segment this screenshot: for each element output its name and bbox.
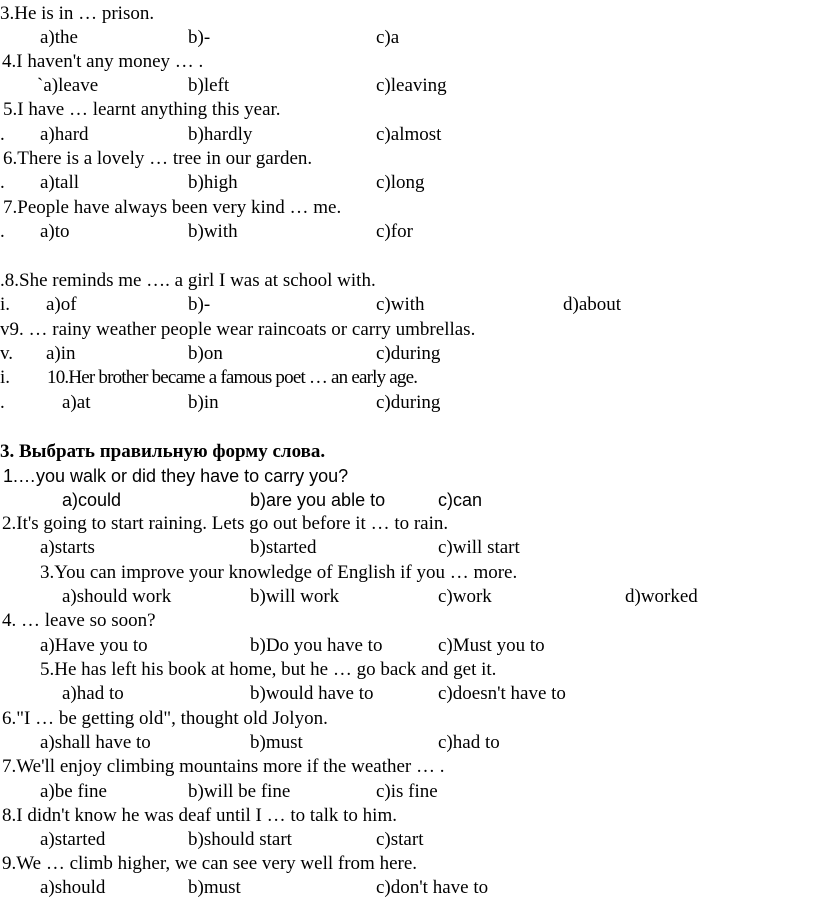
option-a: a)of [46,294,77,315]
option-a: a)had to [62,683,124,704]
question-2: 2.It's going to start raining. Lets go out before it … to rain. [2,513,449,534]
margin-mark: . [0,392,5,413]
margin-mark: i. [0,294,11,315]
option-a: a)be fine [40,781,107,802]
option-c: c)with [376,294,425,315]
option-b: b)hardly [188,124,253,145]
option-d: d)worked [625,586,698,607]
option-b: b)must [188,877,241,898]
option-b: b)with [188,221,238,242]
question-5: 5.I have … learnt anything this year. [3,99,281,120]
option-c: c)is fine [376,781,438,802]
option-c: c)leaving [376,75,447,96]
question-8: 8.I didn't know he was deaf until I … to talk to him. [2,805,397,826]
question-6: 6."I … be getting old", thought old Jolyon. [2,708,328,729]
option-b: b)must [250,732,303,753]
option-a: `a)leave [37,75,99,96]
option-a: a)should work [62,586,172,607]
option-a: a)shall have to [40,732,151,753]
option-a: a)to [40,221,70,242]
question-3: 3.You can improve your knowledge of English if you … more. [40,562,518,583]
option-b: b)would have to [250,683,374,704]
option-b: b)will be fine [188,781,291,802]
question-9: 9.We … climb higher, we can see very well from here. [2,853,418,874]
option-c: c)work [438,586,492,607]
margin-mark: . [0,124,5,145]
option-c: c)almost [376,124,442,145]
question-8: .8.She reminds me …. a girl I was at school with. [0,270,376,291]
option-a: a)should [40,877,106,898]
option-b: b)should start [188,829,292,850]
option-c: c)a [376,27,400,48]
option-a: a)Have you to [40,635,148,656]
option-c: c)start [376,829,424,850]
option-a: a)tall [40,172,80,193]
margin-mark: v. [0,343,14,364]
option-b: b)started [250,537,317,558]
option-a: a)at [62,392,91,413]
question-10: 10.Her brother became a famous poet … an early age. [47,367,418,388]
option-c: c)don't have to [376,877,489,898]
option-a: a)starts [40,537,95,558]
question-1: 1.…you walk or did they have to carry you? [3,466,349,486]
question-9: v9. … rainy weather people wear raincoats or carry umbrellas. [0,319,476,340]
option-a: a)in [46,343,76,364]
option-c: c)long [376,172,425,193]
option-c: c)during [376,343,441,364]
question-6: 6.There is a lovely … tree in our garden. [3,148,313,169]
option-c: c)for [376,221,413,242]
question-7: 7.People have always been very kind … me. [3,197,342,218]
option-c: c)had to [438,732,500,753]
option-b: b)in [188,392,219,413]
margin-mark: i. [0,367,11,388]
question-4: 4. … leave so soon? [2,610,156,631]
margin-mark: . [0,172,5,193]
margin-mark: . [0,221,5,242]
question-7: 7.We'll enjoy climbing mountains more if the weather … . [2,756,445,777]
option-c: c)doesn't have to [438,683,566,704]
option-c: c)can [438,490,483,510]
question-3: 3.He is in … prison. [0,3,155,24]
option-d: d)about [563,294,622,315]
option-b: b)are you able to [250,490,386,510]
option-b: b)Do you have to [250,635,383,656]
option-a: a)hard [40,124,89,145]
section-title: 3. Выбрать правильную форму слова. [0,441,326,462]
option-c: c)Must you to [438,635,545,656]
option-a: a)started [40,829,106,850]
option-b: b)high [188,172,238,193]
option-c: c)during [376,392,441,413]
option-b: b)on [188,343,223,364]
question-4: 4.I haven't any money … . [2,51,204,72]
option-a: a)could [62,490,122,510]
option-c: c)will start [438,537,520,558]
option-b: b)- [188,27,211,48]
question-5: 5.He has left his book at home, but he … go back and get it. [40,659,497,680]
option-b: b)left [188,75,230,96]
option-a: a)the [40,27,78,48]
option-b: b)will work [250,586,340,607]
option-b: b)- [188,294,211,315]
